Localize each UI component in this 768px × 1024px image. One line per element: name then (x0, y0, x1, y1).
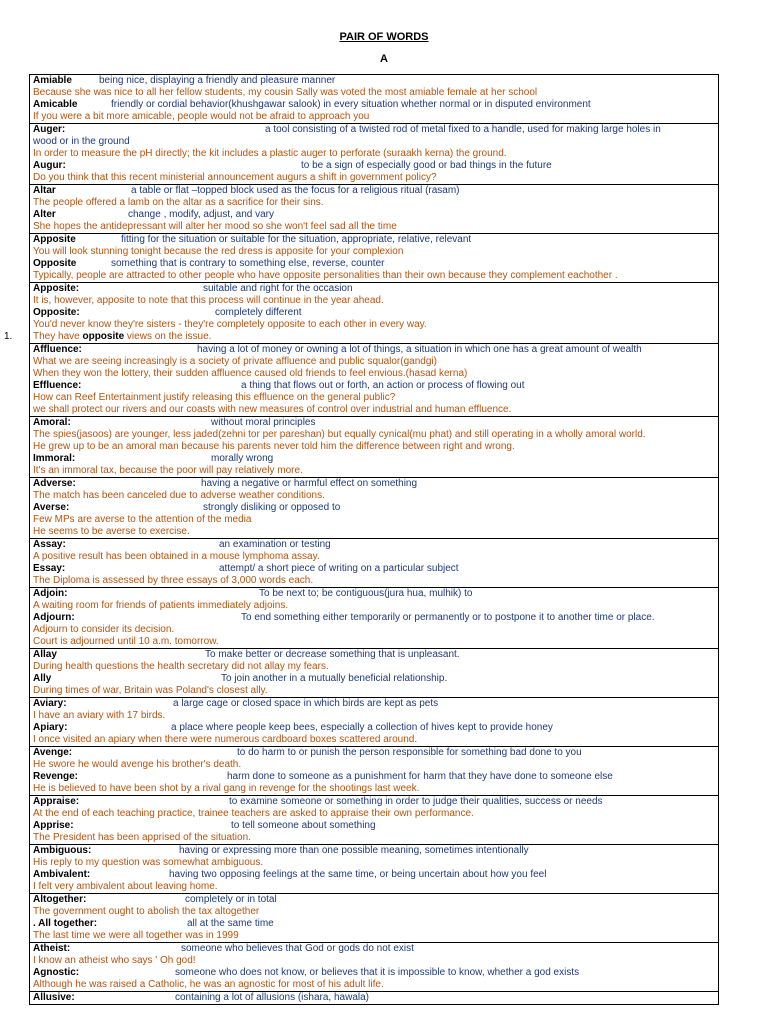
example-text: The last time we were all together was in 1999 (33, 930, 239, 941)
definition: a thing that flows out or forth, an action or process of flowing out (241, 380, 525, 391)
example-text: The Diploma is assessed by three essays of 3,000 words each. (33, 575, 314, 586)
example-text: He swore he would avenge his brother's death. (33, 759, 242, 770)
definition: a place where people keep bees, especially a collection of hives kept to provide honey (171, 722, 553, 733)
word-definition-line (33, 967, 714, 979)
word-definition-line (33, 344, 714, 356)
definition: fitting for the situation or suitable for the situation, appropriate, relative, relevant (121, 234, 472, 245)
headword: Alter (33, 209, 56, 220)
definition: friendly or cordial behavior(khushgawar salook) in every situation whether normal or in disputed environment (111, 99, 591, 110)
headword: Amoral: (33, 417, 71, 428)
word-definition-line (33, 747, 714, 759)
word-definition-line (33, 124, 714, 136)
example-text: we shall protect our rivers and our coasts with new measures of control over industrial and human effluence. (33, 404, 512, 415)
example-sentence (33, 295, 714, 307)
word-definition-line (33, 539, 714, 551)
word-definition-line (33, 771, 714, 783)
definition: morally wrong (211, 453, 274, 464)
example-sentence (33, 759, 714, 771)
example-sentence (33, 906, 714, 918)
headword: Averse: (33, 502, 70, 513)
example-keyword: opposite (82, 331, 125, 342)
example-sentence (33, 661, 714, 673)
definition-continuation (33, 136, 714, 148)
headword: Apposite: (33, 283, 80, 294)
headword: Aviary: (33, 698, 67, 709)
headword: Ambiguous: (33, 845, 92, 856)
word-definition-line (33, 307, 714, 319)
definition: to be a sign of especially good or bad things in the future (301, 160, 552, 171)
example-sentence (33, 783, 714, 795)
example-text: The President has been apprised of the situation. (33, 832, 251, 843)
word-pair-group (30, 746, 718, 795)
word-definition-line (33, 918, 714, 930)
example-text: The people offered a lamb on the altar as a sacrifice for their sins. (33, 197, 324, 208)
example-text: At the end of each teaching practice, trainee teachers are asked to appraise their own performance. (33, 808, 474, 819)
headword: Apposite (33, 234, 76, 245)
headword: Revenge: (33, 771, 79, 782)
example-text: In order to measure the pH directly; the kit includes a plastic auger to perforate (suraakh kerna) the ground. (33, 148, 507, 159)
definition: harm done to someone as a punishment for harm that they have done to someone else (227, 771, 613, 782)
example-text: You will look stunning tonight because the red dress is apposite for your complexion (33, 246, 404, 257)
definition: To end something either temporarily or permanently or to postpone it to another time or place. (241, 612, 655, 623)
example-sentence (33, 270, 714, 282)
example-sentence (33, 221, 714, 233)
example-text: When they won the lottery, their sudden affluence caused old friends to feel envious.(hasad kerna) (33, 368, 468, 379)
definition: strongly disliking or opposed to (203, 502, 341, 513)
example-sentence (33, 710, 714, 722)
word-definition-line (33, 502, 714, 514)
example-text: I once visited an apiary when there were numerous cardboard boxes scattered around. (33, 734, 418, 745)
example-sentence (33, 368, 714, 380)
page-title: PAIR OF WORDS (339, 31, 429, 43)
word-pair-group (30, 942, 718, 991)
definition: suitable and right for the occasion (203, 283, 353, 294)
example-text: What we are seeing increasingly is a society of private affluence and public squalor(gandgi) (33, 356, 437, 367)
example-sentence (33, 148, 714, 160)
example-text: Because she was nice to all her fellow students, my cousin Sally was voted the most amiable female at her school (33, 87, 538, 98)
definition: a large cage or closed space in which birds are kept as pets (173, 698, 439, 709)
word-pair-group (30, 587, 718, 648)
word-definition-line (33, 698, 714, 710)
example-sentence (33, 514, 714, 526)
word-pairs-table (4, 74, 719, 1005)
example-text: During health questions the health secretary did not allay my fears. (33, 661, 329, 672)
word-pair-group (30, 893, 718, 942)
example-sentence (33, 319, 714, 331)
word-definition-line (33, 673, 714, 685)
headword: Opposite: (33, 307, 80, 318)
example-text: Court is adjourned until 10 a.m. tomorrow. (33, 636, 219, 647)
headword: Ambivalent: (33, 869, 91, 880)
definition: all at the same time (187, 918, 274, 929)
definition: being nice, displaying a friendly and pleasure manner (99, 75, 336, 86)
word-pair-group (30, 416, 718, 477)
word-definition-line (33, 99, 714, 111)
example-sentence (33, 392, 714, 404)
definition: having or expressing more than one possible meaning, sometimes intentionally (179, 845, 529, 856)
example-sentence (33, 356, 714, 368)
word-pair-group (30, 538, 718, 587)
word-definition-line (33, 234, 714, 246)
word-definition-line (33, 796, 714, 808)
headword: Affluence: (33, 344, 82, 355)
word-definition-line (33, 722, 714, 734)
example-text: How can Reef Entertainment justify releasing this effluence on the general public? (33, 392, 396, 403)
headword: Immoral: (33, 453, 76, 464)
example-sentence (33, 685, 714, 697)
example-sentence (33, 636, 714, 648)
definition: something that is contrary to something else, reverse, counter (111, 258, 385, 269)
example-sentence (33, 551, 714, 563)
example-sentence (33, 197, 714, 209)
word-definition-line (33, 869, 714, 881)
example-sentence (33, 465, 714, 477)
example-sentence (33, 429, 714, 441)
example-text-pre: They have (33, 331, 83, 342)
example-sentence (33, 930, 714, 942)
definition: a table or flat –topped block used as the focus for a religious ritual (rasam) (131, 185, 460, 196)
word-definition-line (33, 649, 714, 661)
example-text: His reply to my question was somewhat ambiguous. (33, 857, 264, 868)
headword: Agnostic: (33, 967, 80, 978)
definition: To make better or decrease something that is unpleasant. (205, 649, 460, 660)
row-number: 1. (4, 331, 13, 342)
example-text-post: views on the issue. (124, 331, 212, 342)
example-text: Adjourn to consider its decision. (33, 624, 175, 635)
word-pair-group (30, 123, 718, 184)
definition: completely different (215, 307, 302, 318)
word-definition-line (33, 943, 714, 955)
example-sentence (33, 881, 714, 893)
definition: change , modify, adjust, and vary (128, 209, 275, 220)
word-definition-line (33, 845, 714, 857)
example-text: I have an aviary with 17 birds. (33, 710, 166, 721)
word-pair-group (30, 477, 718, 538)
example-sentence (33, 246, 714, 258)
example-sentence (33, 955, 714, 967)
definition: To be next to; be contiguous(jura hua, mulhik) to (259, 588, 473, 599)
example-sentence (33, 87, 714, 99)
word-pair-group (30, 648, 718, 697)
headword: Adjoin: (33, 588, 68, 599)
word-definition-line (33, 185, 714, 197)
word-definition-line (33, 894, 714, 906)
word-definition-line (33, 820, 714, 832)
word-definition-line (33, 612, 714, 624)
example-sentence (33, 575, 714, 587)
word-pair-group (30, 844, 718, 893)
headword: Avenge: (33, 747, 73, 758)
word-pair-group (30, 233, 718, 282)
headword: . All together: (33, 918, 98, 929)
definition: completely or in total (185, 894, 277, 905)
headword: Altogether: (33, 894, 87, 905)
word-definition-line (33, 283, 714, 295)
example-sentence (33, 172, 714, 184)
word-definition-line (33, 588, 714, 600)
definition: to examine someone or something in order to judge their qualities, success or needs (229, 796, 603, 807)
headword: Adverse: (33, 478, 76, 489)
word-definition-line (33, 563, 714, 575)
example-text: The spies(jasoos) are younger, less jaded(zehni tor per pareshan) but equally cynical(mu phat) and still operating in a wholly amoral world. (33, 429, 646, 440)
example-text: The government ought to abolish the tax altogether (33, 906, 260, 917)
example-sentence (33, 441, 714, 453)
example-sentence (33, 600, 714, 612)
headword: Adjourn: (33, 612, 75, 623)
word-definition-line (33, 417, 714, 429)
word-pair-group (30, 75, 718, 123)
example-text: Typically, people are attracted to other people who have opposite personalities than their own because they complement eachother . (33, 270, 618, 281)
headword: Amicable (33, 99, 78, 110)
example-sentence (33, 979, 714, 991)
word-definition-line (33, 160, 714, 172)
headword: Effluence: (33, 380, 82, 391)
definition: an examination or testing (219, 539, 331, 550)
headword: Apiary: (33, 722, 68, 733)
definition: attempt/ a short piece of writing on a particular subject (219, 563, 459, 574)
example-text: It's an immoral tax, because the poor will pay relatively more. (33, 465, 303, 476)
example-sentence (33, 832, 714, 844)
example-text: I felt very ambivalent about leaving home. (33, 881, 218, 892)
headword: Assay: (33, 539, 66, 550)
example-text: If you were a bit more amicable, people would not be afraid to approach you (33, 111, 370, 122)
example-text: You'd never know they're sisters - they're completely opposite to each other in every way. (33, 319, 427, 330)
definition: containing a lot of allusions (ishara, hawala) (175, 992, 369, 1003)
example-text: Do you think that this recent ministerial announcement augurs a shift in government policy? (33, 172, 437, 183)
example-text: He seems to be averse to exercise. (33, 526, 190, 537)
example-text: A positive result has been obtained in a mouse lymphoma assay. (33, 551, 320, 562)
example-text: It is, however, apposite to note that this process will continue in the year ahead. (33, 295, 384, 306)
word-definition-line (33, 453, 714, 465)
headword: Opposite (33, 258, 77, 269)
example-text: He is believed to have been shot by a rival gang in revenge for the shootings last week. (33, 783, 420, 794)
example-sentence (33, 857, 714, 869)
headword: Augur: (33, 160, 66, 171)
headword: Apprise: (33, 820, 74, 831)
example-sentence (33, 624, 714, 636)
word-definition-line (33, 380, 714, 392)
example-text: I know an atheist who says ' Oh god! (33, 955, 196, 966)
headword: Allusive: (33, 992, 75, 1003)
word-definition-line (33, 209, 714, 221)
example-text: Although he was raised a Catholic, he was an agnostic for most of his adult life. (33, 979, 384, 990)
example-sentence (33, 111, 714, 123)
headword: Auger: (33, 124, 66, 135)
word-pair-group (30, 697, 718, 746)
example-text: The match has been canceled due to adverse weather conditions. (33, 490, 325, 501)
example-text: He grew up to be an amoral man because his parents never told him the difference between right and wrong. (33, 441, 515, 452)
headword: Atheist: (33, 943, 71, 954)
definition: having a lot of money or owning a lot of things, a situation in which one has a great amount of wealth (197, 344, 642, 355)
word-pair-group (30, 343, 718, 416)
example-sentence (33, 734, 714, 746)
definition: someone who believes that God or gods do not exist (181, 943, 414, 954)
headword: Essay: (33, 563, 66, 574)
word-pair-group (30, 795, 718, 844)
definition: without moral principles (211, 417, 316, 428)
example-sentence (33, 490, 714, 502)
example-sentence (33, 808, 714, 820)
word-definition-line (33, 75, 714, 87)
word-definition-line (33, 478, 714, 490)
example-text: During times of war, Britain was Poland's closest ally. (33, 685, 268, 696)
word-definition-line (33, 258, 714, 270)
word-pair-group (4, 282, 718, 343)
example-text: Few MPs are averse to the attention of the media (33, 514, 252, 525)
headword: Altar (33, 185, 56, 196)
headword: Amiable (33, 75, 72, 86)
headword: Ally (33, 673, 52, 684)
word-pair-group (30, 184, 718, 233)
definition: to tell someone about something (231, 820, 376, 831)
example-sentence (4, 331, 714, 343)
word-pair-group (30, 991, 718, 1004)
definition: To join another in a mutually beneficial relationship. (221, 673, 448, 684)
headword: Appraise: (33, 796, 80, 807)
example-sentence (33, 526, 714, 538)
definition: to do harm to or punish the person responsible for something bad done to you (237, 747, 582, 758)
example-text: A waiting room for friends of patients immediately adjoins. (33, 600, 289, 611)
section-letter: A (380, 53, 388, 65)
definition: a tool consisting of a twisted rod of metal fixed to a handle, used for making large holes in (265, 124, 661, 135)
word-definition-line (33, 992, 714, 1004)
definition: having a negative or harmful effect on something (201, 478, 418, 489)
definition: someone who does not know, or believes that it is impossible to know, whether a god exists (175, 967, 580, 978)
definition: having two opposing feelings at the same time, or being uncertain about how you feel (169, 869, 547, 880)
definition-wrap: wood or in the ground (33, 136, 130, 147)
headword: Allay (33, 649, 57, 660)
example-sentence (33, 404, 714, 416)
example-text: She hopes the antidepressant will alter her mood so she won't feel sad all the time (33, 221, 397, 232)
